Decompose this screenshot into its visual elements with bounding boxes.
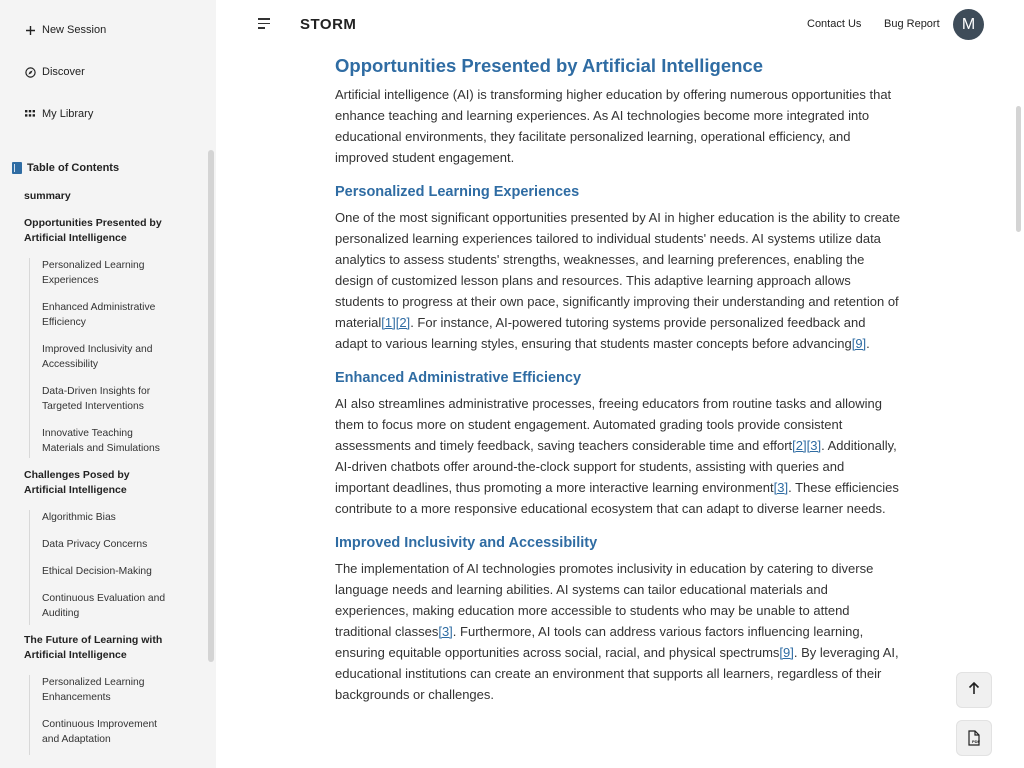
- toc-item-admin-efficiency[interactable]: Enhanced Administrative Efficiency: [42, 302, 156, 328]
- toc-item-continuous-evaluation[interactable]: Continuous Evaluation and Auditing: [42, 593, 166, 619]
- article: [335, 54, 901, 705]
- arrow-up-icon: [968, 681, 980, 700]
- compass-icon: [24, 66, 36, 78]
- new-session-button[interactable]: [24, 24, 106, 36]
- citation-link[interactable]: [2]: [395, 315, 411, 330]
- main-scrollbar[interactable]: [1016, 106, 1021, 232]
- section-paragraph: [335, 207, 901, 354]
- toc-item-inclusivity[interactable]: Improved Inclusivity and Accessibility: [42, 344, 153, 370]
- grid-icon: [24, 108, 36, 120]
- toc-item-summary[interactable]: summary: [24, 190, 71, 202]
- paragraph-text: .: [866, 336, 870, 351]
- discover-label: Discover: [42, 66, 85, 78]
- toc-title-label: Table of Contents: [27, 162, 120, 174]
- paragraph-text: . These efficiencies contribute to a more responsive educational ecosystem that can adapt to diverse learner needs.: [335, 480, 899, 516]
- section-paragraph: [335, 393, 901, 519]
- sidebar: [0, 0, 216, 768]
- new-session-label: New Session: [42, 24, 107, 36]
- paragraph-text: . By leveraging AI, educational institutions can create an environment that supports all learners, regardless of their backgrounds or challenges.: [335, 645, 899, 702]
- article-title: Opportunities Presented by Artificial Intelligence: [335, 55, 763, 76]
- plus-icon: [24, 24, 36, 36]
- scroll-top-button[interactable]: [956, 672, 992, 708]
- toc-title: [12, 162, 119, 174]
- toc-item-personalized-enhancements[interactable]: Personalized Learning Enhancements: [42, 677, 145, 703]
- contact-us-link[interactable]: Contact Us: [807, 18, 862, 30]
- book-icon: [12, 162, 22, 174]
- toc-item-challenges[interactable]: Challenges Posed by Artificial Intelligence: [24, 469, 130, 496]
- paragraph-text: The implementation of AI technologies promotes inclusivity in education by catering to diverse language needs and learning abilities. AI systems can tailor educational materials and experiences, making education more accessible to students who may be unable to attend traditional classes: [335, 561, 874, 639]
- my-library-button[interactable]: [24, 108, 93, 120]
- citation-link[interactable]: [3]: [438, 624, 453, 639]
- discover-button[interactable]: [24, 66, 85, 78]
- toc-divider: [29, 510, 30, 625]
- citation-link[interactable]: [3]: [806, 438, 822, 453]
- my-library-label: My Library: [42, 108, 94, 120]
- brand-title[interactable]: STORM: [300, 16, 357, 33]
- toc-item-data-driven[interactable]: Data-Driven Insights for Targeted Interventions: [42, 386, 151, 412]
- article-intro: Artificial intelligence (AI) is transforming higher education by offering numerous opportunities that enhance teaching and learning experiences. As AI technologies become more integrated into educational environments, they facilitate personalized learning, operational efficiency, and improved student engagement.: [335, 87, 892, 165]
- paragraph-text: . For instance, AI-powered tutoring systems provide personalized feedback and adapt to various learning styles, ensuring that students master concepts before advancing: [335, 315, 866, 351]
- toc-item-continuous-improvement[interactable]: Continuous Improvement and Adaptation: [42, 719, 158, 745]
- toc-item-ethical-decision[interactable]: Ethical Decision-Making: [42, 566, 152, 577]
- avatar[interactable]: M: [953, 9, 984, 40]
- toc-item-opportunities[interactable]: Opportunities Presented by Artificial Intelligence: [24, 217, 162, 244]
- citation-link[interactable]: [9]: [779, 645, 794, 660]
- paragraph-text: . Additionally, AI-driven chatbots offer around-the-clock support for students, assisting with queries and important deadlines, thus promoting a more interactive learning environment: [335, 438, 897, 495]
- toc-item-innovative-materials[interactable]: Innovative Teaching Materials and Simulations: [42, 428, 160, 454]
- section-heading: Enhanced Administrative Efficiency: [335, 370, 582, 386]
- download-pdf-button[interactable]: [956, 720, 992, 756]
- bug-report-link[interactable]: Bug Report: [884, 18, 940, 30]
- paragraph-text: One of the most significant opportunities presented by AI in higher education is the ability to create personalized learning experiences tailored to individual students' needs. AI systems utilize data analytics to assess students' strengths, weaknesses, and learning preferences, enabling the design of customized lesson plans and resources. This adaptive learning approach allows students to progress at their own pace, significantly improving their understanding and retention of material: [335, 210, 901, 330]
- pdf-label: PDF: [972, 739, 980, 744]
- citation-link[interactable]: [9]: [851, 336, 867, 351]
- paragraph-text: AI also streamlines administrative processes, freeing educators from routine tasks and allowing them to focus more on student engagement. Automated grading tools provide consistent assessments and timely feedback, saving teachers considerable time and effort: [335, 396, 882, 453]
- citation-link[interactable]: [3]: [773, 480, 789, 495]
- toc-divider: [29, 258, 30, 458]
- paragraph-text: . Furthermore, AI tools can address various factors influencing learning, ensuring equitable opportunities across social, racial, and physical spectrums: [335, 624, 864, 660]
- section-heading: Improved Inclusivity and Accessibility: [335, 535, 598, 551]
- toc-item-personalized-learning[interactable]: Personalized Learning Experiences: [42, 260, 145, 286]
- article-sections: [335, 182, 901, 705]
- toc-item-data-privacy[interactable]: Data Privacy Concerns: [42, 539, 148, 550]
- pdf-icon: [967, 730, 981, 746]
- citation-link[interactable]: [2]: [792, 438, 807, 453]
- section-heading: Personalized Learning Experiences: [335, 184, 580, 200]
- sidebar-scrollbar[interactable]: [208, 150, 214, 662]
- citation-link[interactable]: [1]: [381, 315, 396, 330]
- section-paragraph: [335, 558, 901, 705]
- toc-divider: [29, 675, 30, 755]
- toc-item-algorithmic-bias[interactable]: Algorithmic Bias: [42, 512, 116, 523]
- menu-icon[interactable]: [258, 18, 271, 30]
- toc-item-future-learning[interactable]: The Future of Learning with Artificial Intelligence: [24, 634, 163, 661]
